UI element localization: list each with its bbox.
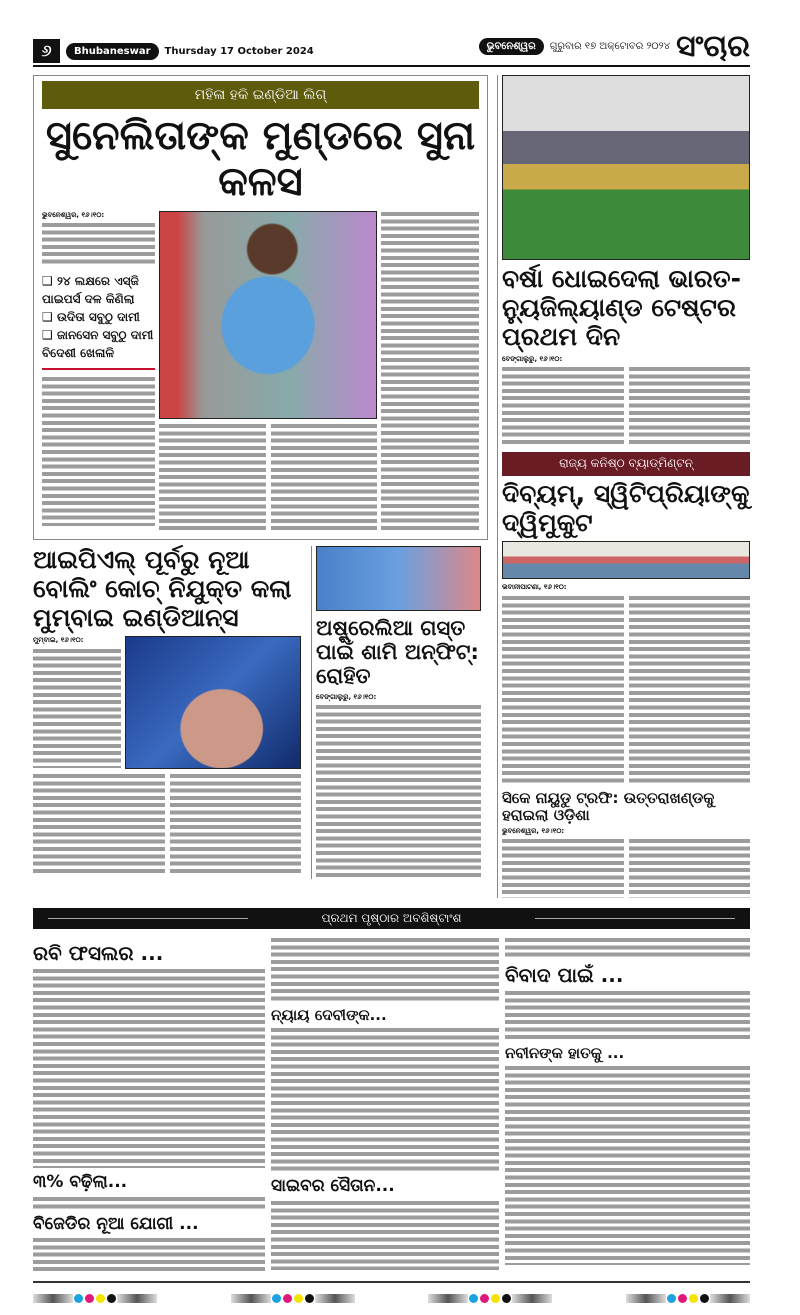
newspaper-page (33, 0, 750, 1315)
hockey-headline: ସୁନେଲିତାଙ୍କ ମୁଣ୍ଡରେ ସୁନା କଳସ (45, 113, 476, 206)
hockey-player-photo (159, 211, 377, 419)
continued-heading: ୩% ବଢ଼ିଲା... (33, 1172, 128, 1193)
shami-headline: ଅଷ୍ଟ୍ରେଲିଆ ଗସ୍ତ ପାଇଁ ଶାମି ଅନ୍‌ଫିଟ୍: ରୋହିତ (316, 616, 479, 689)
masthead (33, 30, 750, 67)
cknaidu-dateline: ଭୁବନେଶ୍ୱର, ୧୬।୧୦: (502, 827, 565, 836)
mumbai-coach-photo (125, 636, 301, 769)
continued-heading: ବିବାଦ ପାଇଁ ... (505, 963, 624, 988)
edition-city-en: Bhubaneswar (66, 43, 159, 60)
continuation-banner (33, 908, 750, 929)
badminton-kicker: ରାଜ୍ୟ କନିଷ୍ଠ ବ୍ୟାଡ୍‌ମିଣ୍ଟନ୍ (502, 452, 750, 476)
bullet-item: ❑ ଜାନସେନ ସବୁଠୁ ଦାମୀ ବିଦେଶୀ ଖେଳାଳି (42, 328, 154, 361)
continued-heading: ବିଜେଡିର ନୂଆ ଯୋଗୀ ... (33, 1213, 199, 1234)
newspaper-logo: ସଂଚାର (676, 29, 750, 64)
rohit-shami-photo (316, 546, 481, 611)
badminton-photo (502, 541, 750, 579)
page-number: ୬ (33, 39, 60, 63)
continued-heading: ସାଇବର ସୈତାନ... (271, 1176, 395, 1197)
bullet-item: ❑ ଉଦିତା ସବୁଠୁ ଦାମୀ (42, 310, 140, 325)
print-color-bars (33, 1288, 750, 1315)
rain-headline: ବର୍ଷା ଧୋଇଦେଲା ଭାରତ-ନ୍ୟୁଜିଲ୍ୟାଣ୍ଡ ଟେଷ୍ଟର ପ୍ରଥମ ଦିନ (502, 264, 742, 351)
hockey-kicker: ମହିଳା ହକି ଇଣ୍ଡିଆ ଲିଗ୍ (42, 81, 479, 109)
bullet-item: ❑ ୨୪ ଲକ୍ଷରେ ଏସ୍‌ଜି ପାଇପର୍ସ ଦଳ କିଣିଲା (42, 274, 139, 307)
continued-heading: ନ୍ୟାୟ ଦେବୀଙ୍କ... (271, 1006, 387, 1025)
red-rule (42, 368, 155, 370)
rain-dateline: ବେଙ୍ଗାଲୁରୁ, ୧୬।୧୦: (502, 355, 563, 364)
badminton-headline: ଦିବ୍ୟମ୍, ସ୍ୱିଟିପ୍ରିୟାଙ୍କୁ ଦ୍ୱିମୁକୁଟ (502, 478, 750, 537)
stadium-photo (502, 75, 750, 260)
ipl-dateline: ମୁମ୍ବାଇ, ୧୬।୧୦: (33, 636, 84, 645)
continued-heading: ନବୀନଙ୍କ ହାତକୁ ... (505, 1044, 625, 1063)
hockey-bullets (42, 272, 155, 362)
cknaidu-headline: ସିକେ ନାୟୁଡୁ ଟ୍ରଫି: ଉତ୍ତରାଖଣ୍ଡକୁ ହରାଇଲା ଓଡ଼ିଶା (502, 788, 715, 824)
continued-heading: ରବି ଫସଲର ... (33, 941, 164, 966)
shami-dateline: ବେଙ୍ଗାଲୁରୁ, ୧୬।୧୦: (316, 692, 377, 701)
continuation-banner-label: ପ୍ରଥମ ପୃଷ୍ଠାର ଅବଶିଷ୍ଟାଂଶ (321, 911, 462, 926)
edition-city-or: ଭୁବନେଶ୍ୱର (479, 38, 544, 55)
date-or: ଗୁରୁବାର ୧୭ ଅକ୍ଟୋବର ୨୦୨୪ (549, 41, 671, 52)
footer-rule (33, 1281, 750, 1283)
date-en: Thursday 17 October 2024 (164, 45, 314, 57)
hockey-dateline: ଭୁବନେଶ୍ୱର, ୧୬।୧୦: (42, 211, 105, 220)
ipl-headline: ଆଇପିଏଲ୍ ପୂର୍ବରୁ ନୂଆ ବୋଲିଂ କୋଚ୍ ନିଯୁକ୍ତ କଲା ମୁମ୍ବାଇ ଇଣ୍ଡିଆନ୍ସ (33, 545, 292, 632)
hockey-story-box (33, 75, 488, 540)
badminton-dateline: ଭବାନୀପାଟଣା, ୧୬।୧୦: (502, 583, 567, 592)
